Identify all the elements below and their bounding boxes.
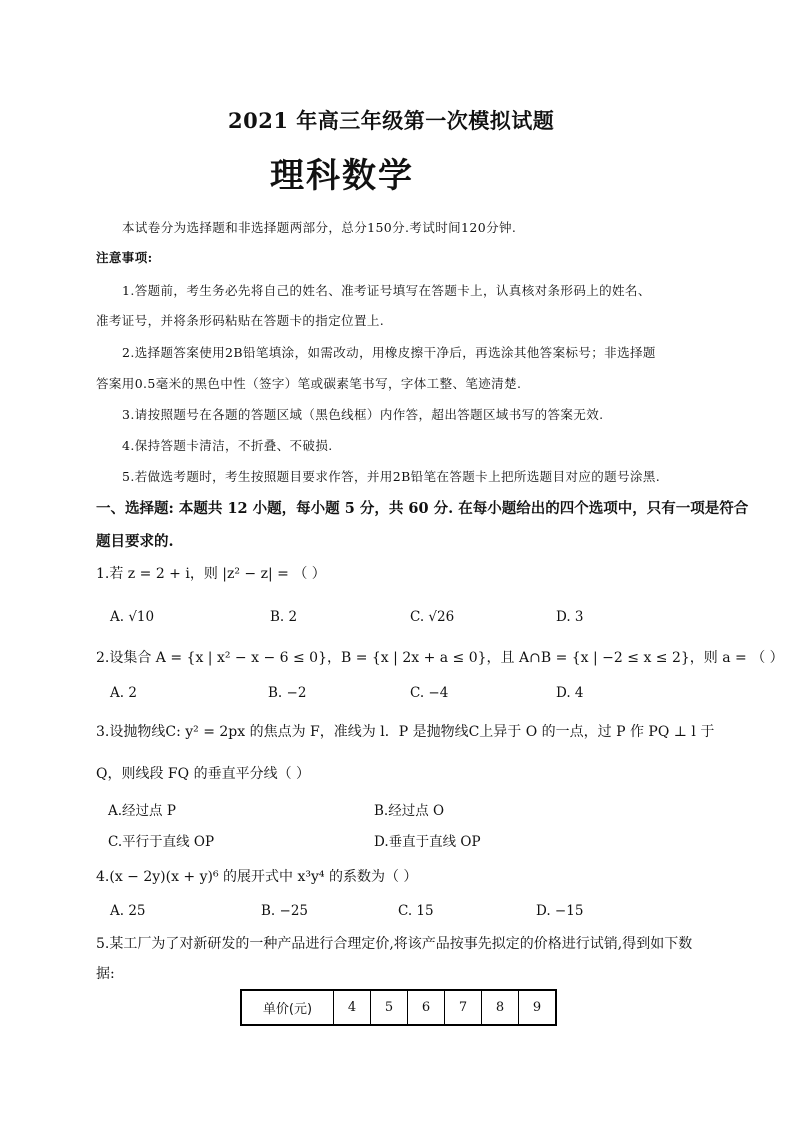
exam-subject: 理科数学 (270, 156, 414, 196)
question-2-option-a: A. 2 (110, 685, 137, 701)
notice-item-2-cont: 答案用0.5毫米的黑色中性（签字）笔或碳素笔书写，字体工整、笔迹清楚. (96, 376, 522, 391)
question-1-option-b: B. 2 (270, 609, 298, 625)
exam-title: 2021 年高三年级第一次模拟试题 (228, 108, 555, 133)
question-3-option-d: D.垂直于直线 OP (374, 834, 481, 850)
question-2-option-c: C. −4 (410, 685, 449, 701)
question-2-option-d: D. 4 (556, 685, 584, 701)
section-heading-cont: 题目要求的. (96, 533, 174, 550)
question-4-option-b: B. −25 (261, 903, 308, 919)
notice-item-1: 1.答题前，考生务必先将自己的姓名、准考证号填写在答题卡上，认真核对条形码上的姓名、 (122, 283, 651, 298)
notice-item-5: 5.若做选考题时，考生按照题目要求作答，并用2B铅笔在答题卡上把所选题目对应的题号涂黑. (122, 469, 661, 484)
notice-item-2: 2.选择题答案使用2B铅笔填涂，如需改动，用橡皮擦干净后，再选涂其他答案标号；非选择题 (122, 345, 656, 360)
question-3-option-a: A.经过点 P (108, 803, 176, 819)
notice-heading: 注意事项: (96, 250, 153, 265)
question-4-option-a: A. 25 (110, 903, 146, 919)
question-3-stem: 3.设抛物线C: y² = 2px 的焦点为 F，准线为 l．P 是抛物线C上异于 O 的一点，过 P 作 PQ ⊥ l 于 (96, 724, 715, 740)
section-heading: 一、选择题: 本题共 12 小题，每小题 5 分，共 60 分. 在每小题给出的四个选项中，只有一项是符合 (96, 500, 749, 517)
table-row (241, 990, 556, 1025)
price-table-cell: 5 (371, 990, 408, 1025)
question-4-option-c: C. 15 (398, 903, 434, 919)
question-2-stem: 2.设集合 A = {x | x² − x − 6 ≤ 0}，B = {x | 2x + a ≤ 0}，且 A∩B = {x | −2 ≤ x ≤ 2}，则 a = （ ） (96, 650, 784, 666)
question-4-stem: 4.(x − 2y)(x + y)⁶ 的展开式中 x³y⁴ 的系数为（ ） (96, 869, 418, 885)
question-2-option-b: B. −2 (268, 685, 307, 701)
price-table (240, 989, 557, 1026)
price-table-header: 单价(元) (241, 990, 334, 1025)
notice-item-1-cont: 准考证号，并将条形码粘贴在答题卡的指定位置上. (96, 313, 385, 328)
question-1-option-c: C. √26 (410, 609, 455, 625)
question-5-stem-cont: 据: (96, 966, 115, 982)
exam-intro: 本试卷分为选择题和非选择题两部分，总分150分.考试时间120分钟. (122, 220, 517, 235)
question-3-option-c: C.平行于直线 OP (108, 834, 215, 850)
question-1-option-d: D. 3 (556, 609, 584, 625)
price-table-cell: 8 (482, 990, 519, 1025)
price-table-cell: 7 (445, 990, 482, 1025)
notice-item-4: 4.保持答题卡清洁，不折叠、不破损. (122, 438, 333, 453)
question-5-stem: 5.某工厂为了对新研发的一种产品进行合理定价,将该产品按事先拟定的价格进行试销,得到如下数 (96, 936, 693, 952)
notice-item-3: 3.请按照题号在各题的答题区域（黑色线框）内作答，超出答题区域书写的答案无效. (122, 407, 604, 422)
price-table-cell: 9 (519, 990, 557, 1025)
price-table-cell: 4 (334, 990, 371, 1025)
price-table-cell: 6 (408, 990, 445, 1025)
question-1-stem: 1.若 z = 2 + i，则 |z² − z| = （ ） (96, 566, 326, 582)
question-4-option-d: D. −15 (536, 903, 584, 919)
question-3-option-b: B.经过点 O (374, 803, 445, 819)
question-1-option-a: A. √10 (110, 609, 155, 625)
question-3-stem-cont: Q，则线段 FQ 的垂直平分线（ ） (96, 766, 311, 782)
